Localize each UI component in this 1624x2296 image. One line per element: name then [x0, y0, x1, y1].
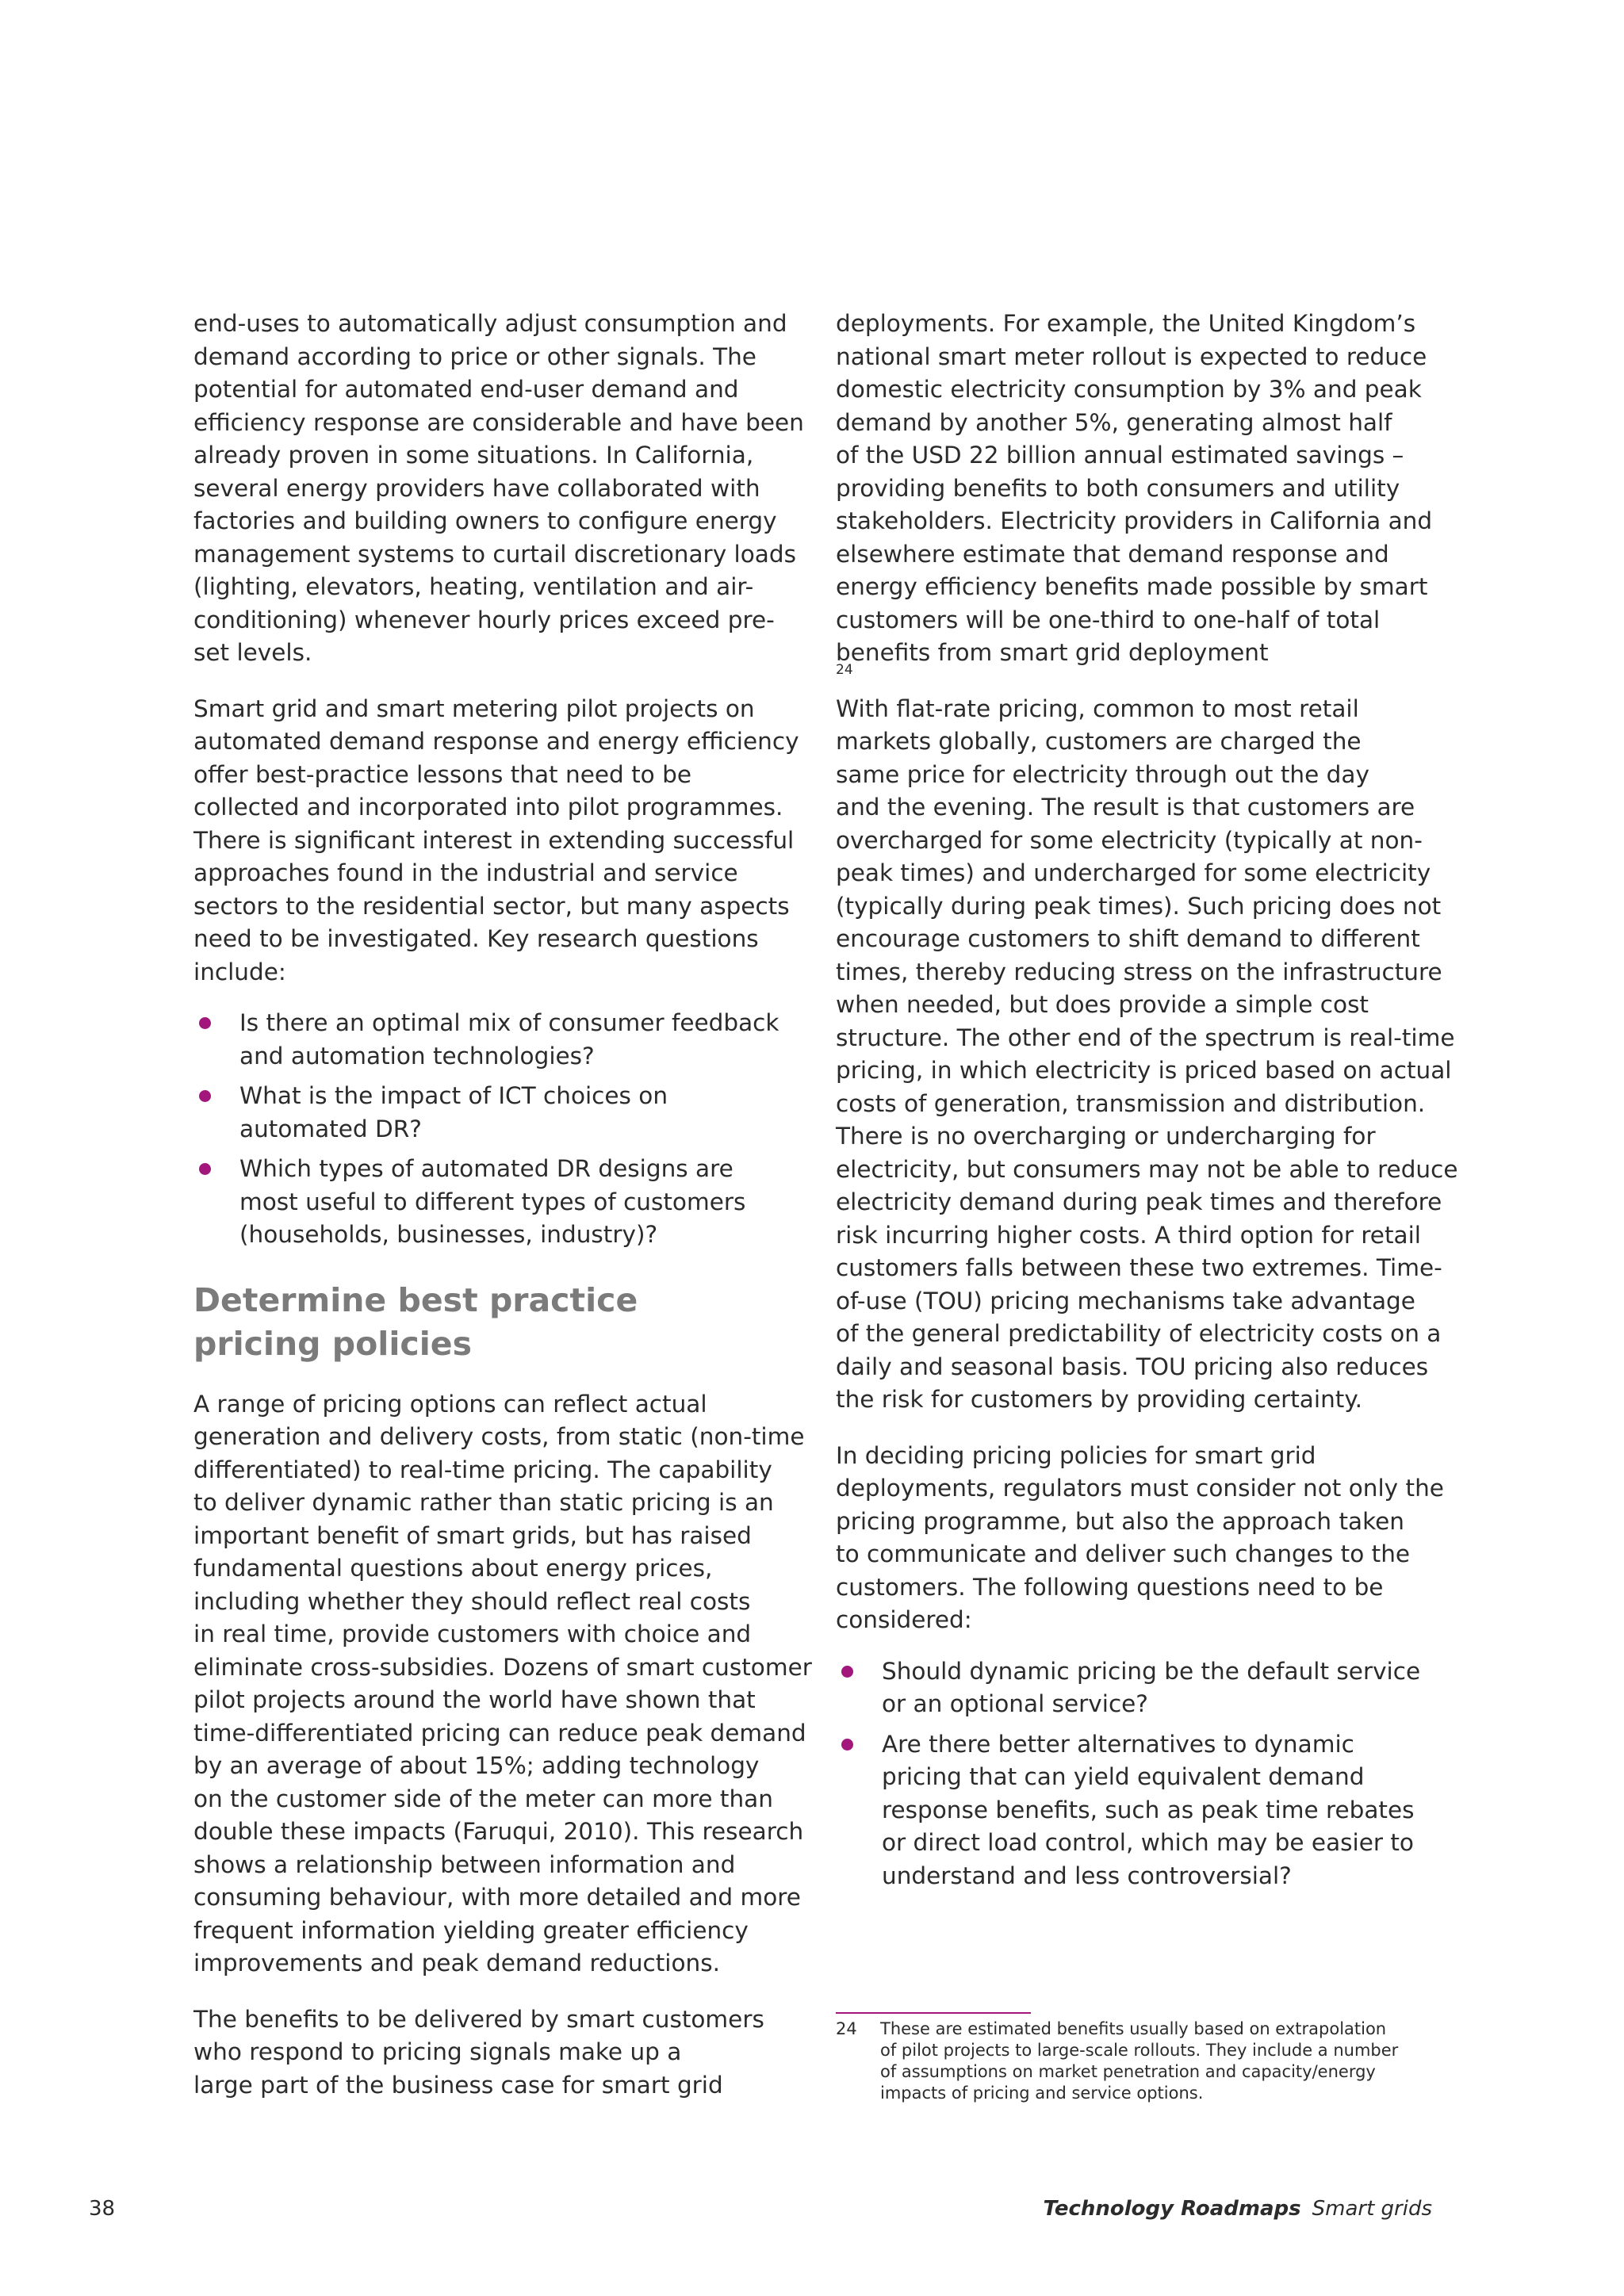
text-line: same price for electricity through out the day	[836, 760, 1369, 788]
text-line: collected and incorporated into pilot programmes.	[193, 794, 783, 821]
text-line: important benefit of smart grids, but has raised	[193, 1521, 752, 1549]
bullet-icon	[199, 1163, 211, 1175]
list-item	[193, 1007, 812, 1073]
text-line: These are estimated benefits usually based on extrapolation	[880, 2019, 1387, 2038]
bullet-icon	[199, 1090, 211, 1102]
text-line: pricing programme, but also the approach taken	[836, 1507, 1405, 1535]
right-paragraph-3	[836, 1440, 1454, 1637]
text-line: and the evening. The result is that customers are	[836, 794, 1415, 821]
text-line: set levels.	[193, 639, 312, 666]
text-line: stakeholders. Electricity providers in California and	[836, 507, 1433, 534]
text-line: eliminate cross-subsidies. Dozens of smart customer	[193, 1653, 812, 1681]
text-line: Smart grid and smart metering pilot projects on	[193, 695, 755, 722]
text-line: markets globally, customers are charged the	[836, 728, 1362, 755]
text-line: shows a relationship between information and	[193, 1850, 736, 1878]
text-line: most useful to different types of customers	[239, 1188, 746, 1215]
right-column	[836, 308, 1458, 1900]
text-line: factories and building owners to configure energy	[193, 507, 777, 534]
text-line: end-uses to automatically adjust consumption and	[193, 310, 787, 337]
text-line: and automation technologies?	[239, 1042, 595, 1070]
text-line: when needed, but does provide a simple cost	[836, 991, 1369, 1018]
text-line: who respond to pricing signals make up a	[193, 2038, 682, 2065]
text-line: automated DR?	[239, 1115, 422, 1142]
text-line: Should dynamic pricing be the default service	[882, 1657, 1421, 1685]
text-line: customers. The following questions need to be	[836, 1573, 1384, 1601]
text-line: include:	[193, 958, 286, 985]
text-line: or direct load control, which may be easier to	[882, 1829, 1414, 1856]
section-heading	[193, 1279, 812, 1366]
text-line: times, thereby reducing stress on the infrastructure	[836, 958, 1442, 985]
text-line: of assumptions on market penetration and capacity/energy	[880, 2062, 1376, 2081]
text-line: time-differentiated pricing can reduce peak demand	[193, 1719, 806, 1747]
text-line: electricity demand during peak times and therefore	[836, 1188, 1442, 1215]
text-line: several energy providers have collaborated with	[193, 474, 760, 502]
heading-line: Determine best practice	[193, 1280, 638, 1319]
text-line: to deliver dynamic rather than static pricing is an	[193, 1489, 774, 1516]
right-paragraph-2	[836, 693, 1458, 1417]
text-line: electricity, but consumers may not be able to reduce	[836, 1155, 1458, 1183]
bullet-icon	[841, 1666, 853, 1678]
text-line: demand by another 5%, generating almost half	[836, 408, 1392, 436]
text-line: customers falls between these two extremes. Time-	[836, 1254, 1442, 1281]
text-line: elsewhere estimate that demand response and	[836, 540, 1389, 568]
text-line: response benefits, such as peak time rebates	[882, 1796, 1415, 1823]
text-line: or an optional service?	[882, 1690, 1148, 1717]
heading-line: pricing policies	[193, 1324, 472, 1363]
text-line: of pilot projects to large-scale rollouts. They include a number	[880, 2041, 1399, 2060]
page-number: 38	[89, 2197, 116, 2221]
bullet-icon	[199, 1017, 211, 1029]
left-column	[193, 308, 812, 2125]
text-line: With flat-rate pricing, common to most retail	[836, 695, 1359, 722]
text-line: of the general predictability of electricity costs on a	[836, 1320, 1442, 1347]
text-line: of-use (TOU) pricing mechanisms take advantage	[836, 1287, 1415, 1314]
list-item	[193, 1153, 812, 1252]
text-line: The benefits to be delivered by smart customers	[193, 2005, 764, 2033]
footnote-number: 24	[836, 2019, 857, 2038]
text-line: deployments. For example, the United Kingdom’s	[836, 310, 1416, 337]
text-line: need to be investigated. Key research questions	[193, 925, 759, 952]
text-line: sectors to the residential sector, but many aspects	[193, 892, 790, 920]
text-line: (lighting, elevators, heating, ventilation and air-	[193, 573, 754, 600]
text-line: to communicate and deliver such changes to the	[836, 1540, 1411, 1567]
running-footer	[1043, 2197, 1432, 2221]
text-line: management systems to curtail discretionary loads	[193, 540, 796, 568]
text-line: There is no overcharging or undercharging for	[836, 1123, 1376, 1150]
text-line: potential for automated end-user demand and	[193, 376, 739, 403]
left-paragraph-4	[193, 2003, 812, 2103]
text-line: providing benefits to both consumers and utility	[836, 474, 1400, 502]
text-line: by an average of about 15%; adding technology	[193, 1752, 760, 1779]
list-item	[836, 1728, 1454, 1893]
text-line: encourage customers to shift demand to different	[836, 925, 1420, 952]
text-line: approaches found in the industrial and service	[193, 859, 738, 886]
list-item	[836, 1655, 1454, 1721]
left-paragraph-1	[193, 308, 812, 670]
text-line: already proven in some situations. In California,	[193, 442, 754, 469]
text-line: offer best-practice lessons that need to be	[193, 760, 691, 788]
text-line: including whether they should reflect real costs	[193, 1587, 751, 1615]
text-line: impacts of pricing and service options.	[880, 2084, 1204, 2103]
text-line: pricing, in which electricity is priced based on actual	[836, 1057, 1452, 1084]
text-line: peak times) and undercharged for some electricity	[836, 859, 1431, 886]
left-paragraph-2	[193, 693, 812, 989]
text-line: (households, businesses, industry)?	[239, 1221, 658, 1248]
text-line: conditioning) whenever hourly prices exceed pre-	[193, 606, 775, 633]
text-line: benefits from smart grid deployment 24	[836, 637, 1454, 670]
left-paragraph-3	[193, 1388, 812, 1980]
text-line: consuming behaviour, with more detailed and more	[193, 1884, 801, 1911]
pricing-questions-list	[836, 1655, 1454, 1893]
text-line: A range of pricing options can reflect actual	[193, 1390, 707, 1418]
text-line: risk incurring higher costs. A third option for retail	[836, 1221, 1421, 1249]
footnote-divider	[836, 2012, 1031, 2014]
text-line: improvements and peak demand reductions.	[193, 1950, 720, 1976]
text-line: demand according to price or other signals. The	[193, 342, 756, 370]
text-line: There is significant interest in extending successful	[193, 826, 795, 854]
document-title: Smart grids	[1312, 2197, 1432, 2221]
text-line: energy efficiency benefits made possible by smart	[836, 573, 1428, 600]
text-line: overcharged for some electricity (typically at non-	[836, 826, 1423, 854]
text-line: In deciding pricing policies for smart grid	[836, 1441, 1316, 1469]
text-line: in real time, provide customers with choice and	[193, 1621, 752, 1647]
text-line: domestic electricity consumption by 3% and peak	[836, 376, 1422, 403]
text-line: large part of the business case for smart grid	[193, 2071, 723, 2099]
text-line: the risk for customers by providing certainty.	[836, 1386, 1362, 1413]
text-line: What is the impact of ICT choices on	[239, 1082, 668, 1109]
text-line: differentiated) to real-time pricing. The capability	[193, 1456, 772, 1483]
text-line: daily and seasonal basis. TOU pricing also reduces	[836, 1353, 1429, 1380]
text-line: structure. The other end of the spectrum is real-time	[836, 1024, 1455, 1051]
bullet-icon	[841, 1739, 853, 1751]
text-fragment: benefits from smart grid deployment	[836, 639, 1269, 666]
text-line: pilot projects around the world have shown that	[193, 1686, 756, 1713]
text-line: (typically during peak times). Such pricing does not	[836, 892, 1442, 920]
text-line: on the customer side of the meter can more than	[193, 1785, 773, 1812]
right-paragraph-1	[836, 308, 1454, 678]
text-line: efficiency response are considerable and have been	[193, 408, 804, 436]
text-line: double these impacts (Faruqui, 2010). This research	[193, 1818, 804, 1845]
text-line: frequent information yielding greater efficiency	[193, 1916, 749, 1944]
text-line: understand and less controversial?	[882, 1862, 1292, 1889]
research-questions-list	[193, 1007, 812, 1252]
text-line: of the USD 22 billion annual estimated savings –	[836, 442, 1404, 469]
text-line: considered:	[836, 1606, 972, 1633]
footnote	[836, 2019, 1438, 2104]
text-line: costs of generation, transmission and distribution.	[836, 1089, 1426, 1117]
text-line: generation and delivery costs, from static (non-time	[193, 1423, 805, 1450]
text-line: pricing that can yield equivalent demand	[882, 1763, 1365, 1790]
text-line: Are there better alternatives to dynamic	[882, 1730, 1354, 1758]
text-line: automated demand response and energy efficiency	[193, 728, 799, 755]
list-item	[193, 1080, 812, 1146]
text-line: deployments, regulators must consider not only the	[836, 1475, 1444, 1502]
text-line: Which types of automated DR designs are	[239, 1155, 733, 1182]
series-title: Technology Roadmaps	[1043, 2197, 1301, 2221]
text-line: Is there an optimal mix of consumer feedback	[239, 1009, 779, 1036]
text-line: national smart meter rollout is expected to reduce	[836, 342, 1427, 370]
text-line: customers will be one-third to one-half of total	[836, 606, 1381, 633]
text-line: fundamental questions about energy prices,	[193, 1555, 713, 1582]
